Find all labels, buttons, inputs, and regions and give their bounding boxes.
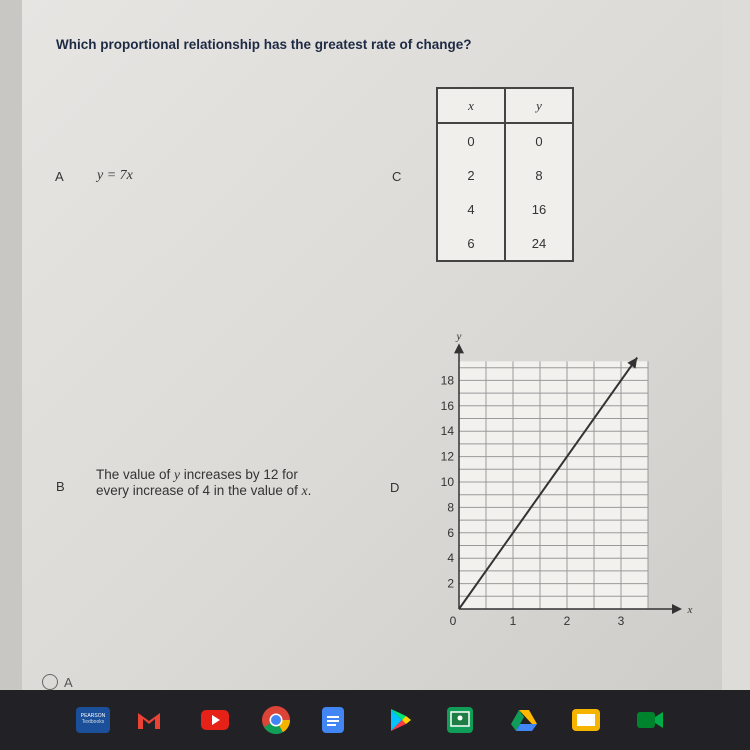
option-b-text: . [307,483,312,498]
x-tick-label: 1 [509,614,517,628]
table-cell: 8 [505,158,573,192]
table-cell: 4 [437,192,505,226]
y-tick-label: 6 [447,525,454,540]
pearson-label: PEARSON [80,713,106,719]
option-a-letter: A [55,169,64,184]
option-c-letter: C [392,169,402,184]
table-cell: 24 [505,226,573,261]
answer-radio-a[interactable] [42,674,58,690]
x-tick-label: 2 [563,614,571,628]
taskbar [0,690,750,750]
answer-radio-a-label: A [64,675,73,690]
option-d-graph [414,326,714,648]
x-tick-label: 0 [449,614,457,628]
table-cell: 0 [505,123,573,158]
gmail-icon[interactable] [136,707,162,733]
option-b-var-y: y [174,467,181,482]
play-store-icon[interactable] [387,707,413,733]
table-cell: 2 [437,158,505,192]
y-tick-label: 10 [440,475,454,489]
y-tick-label: 4 [447,551,454,566]
table-header-row [437,88,573,123]
table-cell: 16 [505,192,573,226]
screen-bezel-right [722,0,750,690]
option-b-text: The value of [96,467,175,482]
plot-area [459,361,648,609]
pearson-sublabel: Textbooks [81,719,105,725]
table-row [437,123,573,158]
table-cell: 0 [437,123,505,158]
y-axis-arrow [454,343,464,353]
docs-icon[interactable] [322,707,344,733]
option-b-text: increases by 12 for [180,467,298,482]
option-b-text: every increase of 4 in the value of [96,483,302,498]
y-tick-label: 14 [440,424,454,439]
table-row [437,192,573,226]
pearson-textbook-icon[interactable] [76,707,110,733]
chrome-icon[interactable] [261,705,291,735]
table-header-x: x [437,88,505,123]
question-text: Which proportional relationship has the greatest rate of change? [56,37,472,52]
y-tick-label: 2 [447,576,454,591]
option-b-statement [96,467,366,499]
table-row [437,226,573,261]
classroom-icon[interactable] [447,707,473,733]
option-b-var-x: x [301,483,308,498]
question-page [22,0,722,690]
y-tick-label: 12 [440,449,454,464]
x-axis-arrow [672,604,682,614]
option-a-equation: y = 7x [97,168,133,183]
youtube-icon[interactable] [201,710,229,730]
option-c-table [436,87,574,262]
y-tick-label: 16 [440,398,454,413]
x-tick-label: 3 [617,614,625,628]
x-axis-label: x [687,604,693,616]
drive-icon[interactable] [510,707,538,733]
y-axis-label: y [456,330,462,343]
screen-bezel-left [0,0,22,690]
option-b-letter: B [56,479,65,494]
slides-icon[interactable] [572,709,600,731]
option-d-letter: D [390,480,400,495]
y-tick-label: 8 [447,500,454,515]
table-cell: 6 [437,226,505,261]
y-tick-label: 18 [440,373,454,388]
table-row [437,158,573,192]
meet-icon[interactable] [634,705,666,735]
table-header-y: y [505,88,573,123]
